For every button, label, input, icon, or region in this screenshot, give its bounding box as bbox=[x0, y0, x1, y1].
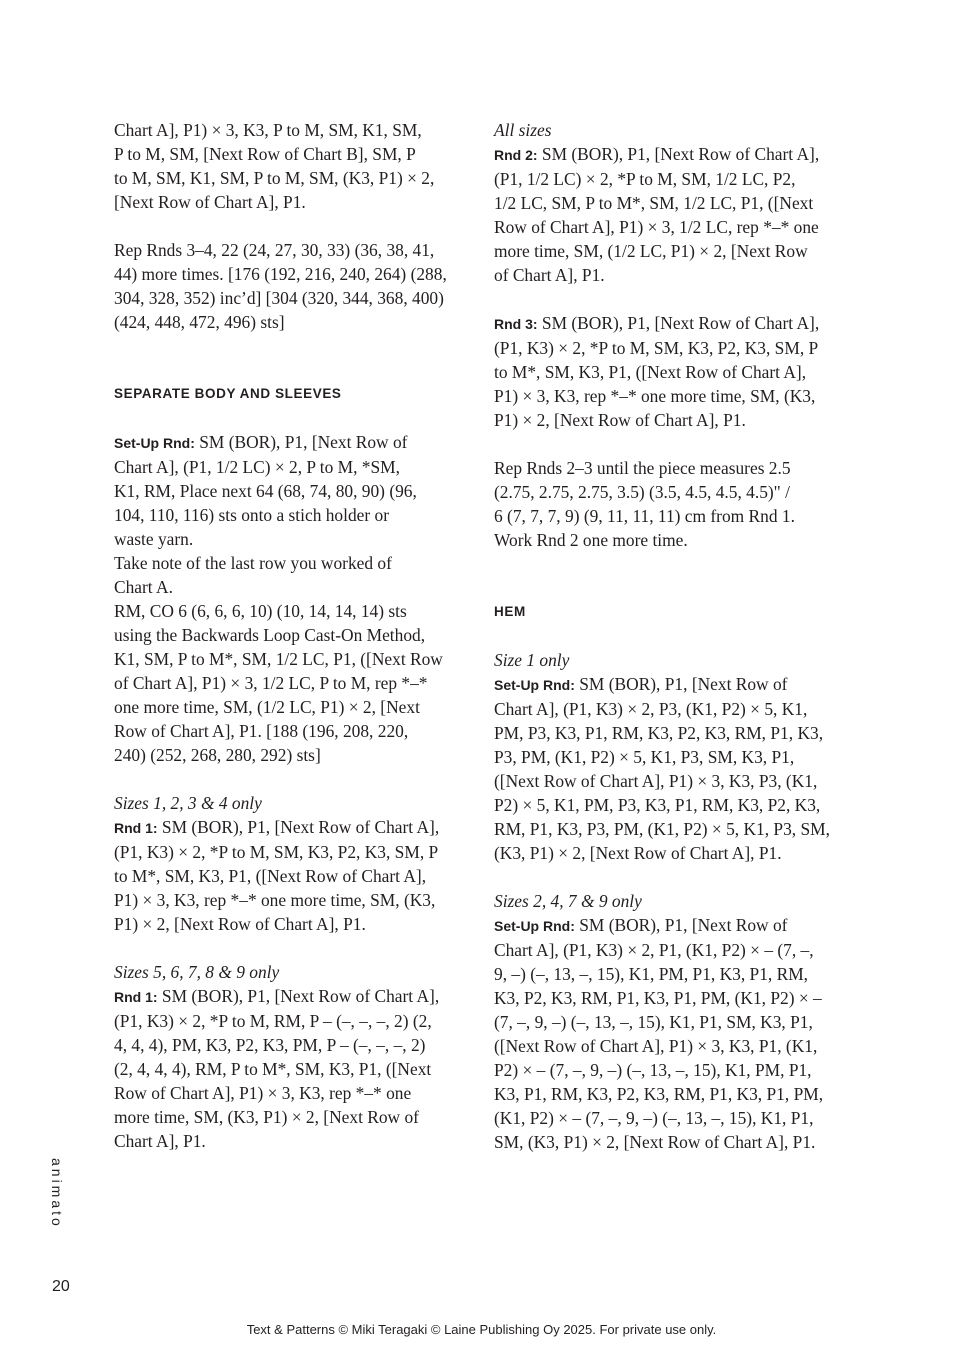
text-line: SM (BOR), P1, [Next Row of bbox=[194, 432, 408, 452]
repeat-paragraph bbox=[114, 238, 474, 334]
text-line: PM, P3, K3, P1, RM, K3, P2, K3, RM, P1, K3, bbox=[494, 723, 824, 743]
text-line: 4, 4, 4), PM, K3, P2, K3, PM, P – (–, –, –, 2) bbox=[114, 1035, 426, 1055]
text-line: Row of Chart A], P1) × 3, K3, rep *–* one bbox=[114, 1083, 412, 1103]
text-line: P1) × 3, K3, rep *–* one more time, SM, (K3, bbox=[494, 386, 816, 406]
text-line: ([Next Row of Chart A], P1) × 3, K3, P1, (K1, bbox=[494, 1036, 818, 1056]
text-line: ([Next Row of Chart A], P1) × 3, K3, P3, (K1, bbox=[494, 771, 818, 791]
copyright-footer: Text & Patterns © Miki Teragaki © Laine Publishing Oy 2025. For private use only. bbox=[246, 1322, 717, 1337]
round-label: Rnd 1: bbox=[114, 989, 158, 1005]
text-line: (K1, P2) × – (7, –, 9, –) (–, 13, –, 15), K1, P1, bbox=[494, 1108, 814, 1128]
text-line: SM, (K3, P1) × 2, [Next Row of Chart A], P1. bbox=[494, 1132, 816, 1152]
side-brand-label: animato bbox=[49, 1158, 65, 1229]
text-line: Chart A], (P1, 1/2 LC) × 2, P to M, *SM, bbox=[114, 457, 400, 477]
text-line: 6 (7, 7, 7, 9) (9, 11, 11, 11) cm from Rnd 1. bbox=[494, 506, 795, 526]
text-line: (424, 448, 472, 496) sts] bbox=[114, 312, 285, 332]
text-line: RM, P1, K3, P3, PM, (K1, P2) × 5, K1, P3, SM, bbox=[494, 819, 830, 839]
text-line: of Chart A], P1. bbox=[494, 265, 605, 285]
text-line: using the Backwards Loop Cast-On Method, bbox=[114, 625, 426, 645]
text-line: 1/2 LC, SM, P to M*, SM, 1/2 LC, P1, ([Next bbox=[494, 193, 814, 213]
text-line: Chart A. bbox=[114, 577, 173, 597]
intro-paragraph bbox=[114, 118, 474, 214]
text-line: 104, 110, 116) sts onto a stich holder or bbox=[114, 505, 389, 525]
page-number: 20 bbox=[52, 1278, 70, 1295]
text-line: Chart A], P1. bbox=[114, 1131, 206, 1151]
text-line: [Next Row of Chart A], P1. bbox=[114, 192, 306, 212]
text-line: Chart A], (P1, K3) × 2, P3, (K1, P2) × 5, K1, bbox=[494, 699, 808, 719]
text-line: Chart A], (P1, K3) × 2, P1, (K1, P2) × – (7, –, bbox=[494, 940, 814, 960]
section-heading-separate-body: SEPARATE BODY AND SLEEVES bbox=[114, 386, 342, 401]
text-line: more time, SM, (1/2 LC, P1) × 2, [Next Row bbox=[494, 241, 808, 261]
left-column bbox=[114, 118, 474, 1153]
size-subheading: Sizes 2, 4, 7 & 9 only bbox=[494, 891, 642, 911]
text-line: P1) × 3, K3, rep *–* one more time, SM, (K3, bbox=[114, 890, 436, 910]
text-line: of Chart A], P1) × 3, 1/2 LC, P to M, rep *–* bbox=[114, 673, 428, 693]
hem-sizes-2-4-7-9-block bbox=[494, 889, 854, 1154]
text-line: (P1, K3) × 2, *P to M, RM, P – (–, –, –, 2) (2, bbox=[114, 1011, 432, 1031]
text-line: Take note of the last row you worked of bbox=[114, 553, 392, 573]
rnd3-block bbox=[494, 311, 854, 432]
text-line: SM (BOR), P1, [Next Row of Chart A], bbox=[537, 144, 820, 164]
round-label: Rnd 1: bbox=[114, 820, 158, 836]
text-line: to M*, SM, K3, P1, ([Next Row of Chart A], bbox=[114, 866, 427, 886]
text-line: Rep Rnds 3–4, 22 (24, 27, 30, 33) (36, 38, 41, bbox=[114, 240, 435, 260]
text-line: Row of Chart A], P1) × 3, 1/2 LC, rep *–* one bbox=[494, 217, 819, 237]
text-line: to M, SM, K1, SM, P to M, SM, (K3, P1) × 2, bbox=[114, 168, 435, 188]
text-line: P2) × – (7, –, 9, –) (–, 13, –, 15), K1, PM, P1, bbox=[494, 1060, 812, 1080]
text-line: K3, P1, RM, K3, P2, K3, RM, P1, K3, P1, PM, bbox=[494, 1084, 824, 1104]
text-line: SM (BOR), P1, [Next Row of Chart A], bbox=[157, 817, 440, 837]
setup-round-paragraph bbox=[114, 430, 474, 767]
text-line: (P1, K3) × 2, *P to M, SM, K3, P2, K3, SM, P bbox=[494, 338, 819, 358]
text-line: SM (BOR), P1, [Next Row of bbox=[574, 674, 788, 694]
text-line: waste yarn. bbox=[114, 529, 194, 549]
text-line: (2, 4, 4, 4), RM, P to M*, SM, K3, P1, ([Next bbox=[114, 1059, 432, 1079]
section-heading-hem: HEM bbox=[494, 604, 526, 619]
setup-round-label: Set-Up Rnd: bbox=[494, 918, 575, 934]
size-subheading: All sizes bbox=[494, 120, 552, 140]
round-label: Rnd 2: bbox=[494, 147, 538, 163]
sizes-5-9-block bbox=[114, 960, 474, 1153]
text-line: more time, SM, (K3, P1) × 2, [Next Row of bbox=[114, 1107, 419, 1127]
text-line: to M*, SM, K3, P1, ([Next Row of Chart A], bbox=[494, 362, 807, 382]
all-sizes-rnd2-block bbox=[494, 118, 854, 287]
repeat-rnds-paragraph bbox=[494, 456, 854, 552]
text-line: RM, CO 6 (6, 6, 6, 10) (10, 14, 14, 14) sts bbox=[114, 601, 407, 621]
text-line: (P1, 1/2 LC) × 2, *P to M, SM, 1/2 LC, P2, bbox=[494, 169, 796, 189]
setup-round-label: Set-Up Rnd: bbox=[114, 435, 195, 451]
right-column bbox=[494, 118, 854, 1154]
text-line: (K3, P1) × 2, [Next Row of Chart A], P1. bbox=[494, 843, 782, 863]
setup-round-label: Set-Up Rnd: bbox=[494, 677, 575, 693]
text-line: one more time, SM, (1/2 LC, P1) × 2, [Next bbox=[114, 697, 420, 717]
text-line: Row of Chart A], P1. [188 (196, 208, 220, bbox=[114, 721, 409, 741]
text-line: SM (BOR), P1, [Next Row of Chart A], bbox=[537, 313, 820, 333]
text-line: P2) × 5, K1, PM, P3, K3, P1, RM, K3, P2, K3, bbox=[494, 795, 821, 815]
text-line: SM (BOR), P1, [Next Row of bbox=[574, 915, 788, 935]
text-line: SM (BOR), P1, [Next Row of Chart A], bbox=[157, 986, 440, 1006]
sizes-1-4-block bbox=[114, 791, 474, 936]
size-subheading: Sizes 5, 6, 7, 8 & 9 only bbox=[114, 962, 280, 982]
round-label: Rnd 3: bbox=[494, 316, 538, 332]
size-subheading: Sizes 1, 2, 3 & 4 only bbox=[114, 793, 262, 813]
text-line: (P1, K3) × 2, *P to M, SM, K3, P2, K3, SM, P bbox=[114, 842, 439, 862]
text-line: P to M, SM, [Next Row of Chart B], SM, P bbox=[114, 144, 416, 164]
text-line: Work Rnd 2 one more time. bbox=[494, 530, 688, 550]
text-line: P1) × 2, [Next Row of Chart A], P1. bbox=[114, 914, 366, 934]
text-line: 304, 328, 352) inc’d] [304 (320, 344, 368, 400) bbox=[114, 288, 444, 308]
text-line: Chart A], P1) × 3, K3, P to M, SM, K1, SM, bbox=[114, 120, 422, 140]
size-subheading: Size 1 only bbox=[494, 650, 570, 670]
text-line: 240) (252, 268, 280, 292) sts] bbox=[114, 745, 321, 765]
text-line: 9, –) (–, 13, –, 15), K1, PM, P1, K3, P1, RM, bbox=[494, 964, 809, 984]
hem-size-1-block bbox=[494, 648, 854, 865]
text-line: (2.75, 2.75, 2.75, 3.5) (3.5, 4.5, 4.5, 4.5)" / bbox=[494, 482, 790, 502]
text-line: K1, RM, Place next 64 (68, 74, 80, 90) (96, bbox=[114, 481, 417, 501]
text-line: (7, –, 9, –) (–, 13, –, 15), K1, P1, SM, K3, P1, bbox=[494, 1012, 813, 1032]
text-line: Rep Rnds 2–3 until the piece measures 2.5 bbox=[494, 458, 791, 478]
text-line: 44) more times. [176 (192, 216, 240, 264) (288, bbox=[114, 264, 447, 284]
text-line: K1, SM, P to M*, SM, 1/2 LC, P1, ([Next Row bbox=[114, 649, 443, 669]
text-line: P1) × 2, [Next Row of Chart A], P1. bbox=[494, 410, 746, 430]
text-line: P3, PM, (K1, P2) × 5, K1, P3, SM, K3, P1, bbox=[494, 747, 795, 767]
text-line: K3, P2, K3, RM, P1, K3, P1, PM, (K1, P2) × – bbox=[494, 988, 822, 1008]
